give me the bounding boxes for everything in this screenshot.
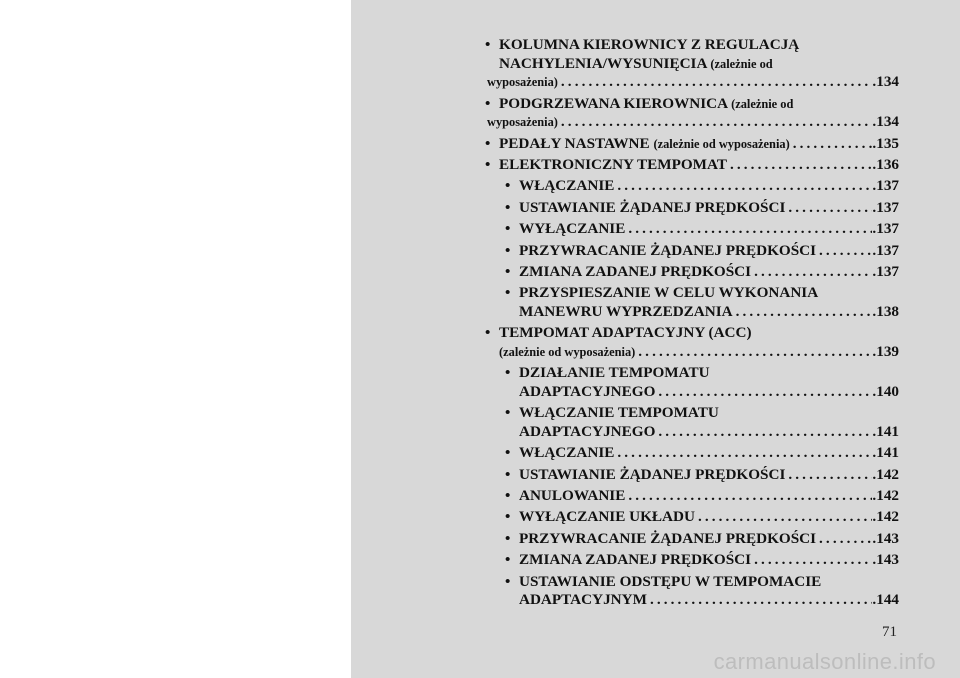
toc-entry-title: PRZYSPIESZANIE W CELU WYKONANIA: [519, 284, 819, 302]
toc-entry-line: [487, 73, 899, 92]
toc-entry[interactable]: [479, 508, 899, 527]
toc-entry-line: [519, 444, 899, 463]
toc-entry-title: [519, 177, 614, 196]
toc-entry-title: [519, 444, 614, 463]
toc-entry-title: PODGRZEWANA KIEROWNICA: [499, 94, 728, 112]
toc-page-number: .142: [872, 465, 899, 483]
toc-entry-title: KOLUMNA KIEROWNICY Z REGULACJĄ: [499, 36, 800, 53]
toc-entry[interactable]: [479, 36, 899, 92]
toc-entry-line: [519, 530, 899, 549]
toc-entry-title: [519, 263, 751, 282]
table-of-contents: [479, 36, 899, 613]
manual-page: [351, 0, 960, 678]
toc-entry-title-text: WŁĄCZANIE: [519, 444, 615, 462]
toc-entry-line: [519, 220, 899, 239]
blank-left-page: [0, 0, 351, 678]
toc-entry-note: (zależnie od: [710, 56, 773, 71]
toc-page-number: .143: [872, 551, 899, 569]
toc-entry-title-text: WYŁĄCZANIE UKŁADU: [519, 508, 695, 526]
toc-page-number: .137: [872, 241, 899, 259]
toc-entry[interactable]: [479, 324, 899, 361]
bullet-icon: •: [505, 404, 511, 422]
toc-entry-title-text: USTAWIANIE ŻĄDANEJ PRĘDKOŚCI: [519, 198, 786, 216]
toc-entry-line: [519, 487, 899, 506]
toc-page-number: .138: [872, 302, 899, 320]
toc-entry-line: [519, 508, 899, 527]
dot-leader: [751, 263, 872, 282]
toc-entry-title: [487, 73, 558, 92]
dot-leader: [785, 199, 872, 218]
toc-page-number: .137: [872, 220, 899, 238]
toc-entry-note: wyposażenia): [487, 115, 558, 130]
toc-entry[interactable]: [479, 466, 899, 485]
toc-entry-title-text: WYŁĄCZANIE: [519, 220, 626, 238]
toc-entry-title: [519, 199, 785, 218]
toc-entry-line: [499, 36, 899, 55]
toc-entry-note: wyposażenia): [487, 75, 558, 90]
toc-page-number: .144: [872, 591, 899, 609]
toc-entry[interactable]: [479, 573, 899, 610]
toc-entry[interactable]: [479, 95, 899, 132]
toc-page-number: .134: [872, 113, 899, 131]
toc-page-number: .139: [872, 342, 899, 360]
bullet-icon: •: [505, 177, 511, 195]
dot-leader: [816, 530, 872, 549]
toc-entry-note: (zależnie od wyposażenia): [653, 136, 790, 151]
toc-entry-line: [519, 423, 899, 442]
toc-entry-title-text: ELEKTRONICZNY TEMPOMAT: [499, 155, 727, 173]
toc-entry[interactable]: [479, 444, 899, 463]
toc-entry-line: [519, 551, 899, 570]
toc-entry-title-text: MANEWRU WYPRZEDZANIA: [519, 302, 733, 320]
toc-page-number: .137: [872, 262, 899, 280]
bullet-icon: •: [505, 241, 511, 259]
toc-entry-title-text: ADAPTACYJNEGO: [519, 382, 656, 400]
toc-entry-line: [519, 573, 899, 592]
dot-leader: [785, 466, 872, 485]
toc-entry-line: [519, 303, 899, 322]
toc-entry-title: [487, 113, 558, 132]
toc-entry-title: USTAWIANIE ODSTĘPU W TEMPOMACIE: [519, 572, 822, 590]
dot-leader: [625, 487, 872, 506]
toc-page-number: .135: [872, 134, 899, 152]
toc-entry-title-text: ZMIANA ZADANEJ PRĘDKOŚCI: [519, 262, 752, 280]
toc-entry-line: [499, 135, 899, 154]
toc-entry-line: [519, 383, 899, 402]
bullet-icon: •: [505, 572, 511, 590]
bullet-icon: •: [505, 529, 511, 547]
toc-entry-title: [519, 383, 655, 402]
toc-entry-title-text: ZMIANA ZADANEJ PRĘDKOŚCI: [519, 551, 752, 569]
toc-entry[interactable]: [479, 177, 899, 196]
bullet-icon: •: [485, 36, 491, 53]
toc-entry-line: [519, 242, 899, 261]
toc-entry[interactable]: [479, 220, 899, 239]
toc-entry-title: [519, 303, 733, 322]
toc-entry[interactable]: [479, 242, 899, 261]
toc-entry-title: [519, 466, 785, 485]
dot-leader: [733, 303, 873, 322]
toc-entry-title: NACHYLENIA/WYSUNIĘCIA: [499, 54, 707, 72]
toc-entry-title: [499, 135, 790, 154]
toc-entry-title: [519, 242, 816, 261]
toc-entry-note: (zależnie od wyposażenia): [499, 344, 636, 359]
toc-entry-line: [499, 55, 899, 74]
bullet-icon: •: [485, 134, 491, 152]
toc-page-number: .143: [872, 529, 899, 547]
toc-entry[interactable]: [479, 487, 899, 506]
toc-entry-title: [519, 220, 625, 239]
bullet-icon: •: [505, 364, 511, 382]
toc-entry[interactable]: [479, 404, 899, 441]
toc-entry-title-text: ADAPTACYJNEGO: [519, 422, 656, 440]
toc-entry[interactable]: [479, 199, 899, 218]
toc-page-number: .142: [872, 508, 899, 526]
dot-leader: [751, 551, 872, 570]
bullet-icon: •: [505, 262, 511, 280]
dot-leader: [695, 508, 872, 527]
dot-leader: [790, 135, 873, 154]
dot-leader: [647, 591, 872, 610]
toc-entry[interactable]: [479, 263, 899, 282]
toc-entry-note: (zależnie od: [731, 96, 794, 111]
page-number: 71: [882, 624, 897, 640]
bullet-icon: •: [485, 324, 491, 342]
toc-entry-line: [499, 343, 899, 362]
bullet-icon: •: [505, 551, 511, 569]
toc-page-number: .141: [872, 444, 899, 462]
toc-page-number: .134: [872, 73, 899, 91]
dot-leader: [635, 343, 872, 362]
bullet-icon: •: [485, 155, 491, 173]
toc-entry-line: [519, 199, 899, 218]
toc-entry-line: [499, 324, 899, 343]
toc-entry-line: [519, 466, 899, 485]
dot-leader: [727, 156, 872, 175]
bullet-icon: •: [485, 94, 491, 112]
toc-entry-title: TEMPOMAT ADAPTACYJNY (ACC): [499, 324, 752, 342]
bullet-icon: •: [505, 444, 511, 462]
toc-entry-line: [487, 113, 899, 132]
toc-entry-title-text: ADAPTACYJNYM: [519, 591, 647, 609]
toc-page-number: .136: [872, 155, 899, 173]
dot-leader: [614, 177, 872, 196]
toc-entry-line: [499, 156, 899, 175]
toc-page-number: .142: [872, 487, 899, 505]
toc-entry-line: [519, 263, 899, 282]
dot-leader: [655, 423, 872, 442]
toc-entry-title: DZIAŁANIE TEMPOMATU: [519, 364, 710, 382]
toc-entry-line: [519, 591, 899, 610]
toc-entry-title: [519, 423, 655, 442]
bullet-icon: •: [505, 198, 511, 216]
toc-entry-line: [519, 364, 899, 383]
bullet-icon: •: [505, 220, 511, 238]
bullet-icon: •: [505, 284, 511, 302]
watermark-text: carmanualsonline.info: [713, 649, 936, 674]
toc-entry[interactable]: [479, 284, 899, 321]
toc-entry-line: [519, 404, 899, 423]
toc-entry-title: [499, 343, 635, 362]
toc-page-number: .137: [872, 198, 899, 216]
dot-leader: [558, 113, 873, 132]
dot-leader: [614, 444, 872, 463]
dot-leader: [625, 220, 872, 239]
toc-entry-title-text: PRZYWRACANIE ŻĄDANEJ PRĘDKOŚCI: [519, 529, 817, 547]
toc-entry-title: [519, 591, 647, 610]
toc-entry-title: [499, 156, 727, 175]
toc-entry[interactable]: [479, 530, 899, 549]
toc-page-number: .137: [872, 177, 899, 195]
bullet-icon: •: [505, 465, 511, 483]
toc-entry-line: [519, 177, 899, 196]
toc-entry-title-text: USTAWIANIE ŻĄDANEJ PRĘDKOŚCI: [519, 465, 786, 483]
toc-page-number: .140: [872, 382, 899, 400]
toc-entry-title-text: PRZYWRACANIE ŻĄDANEJ PRĘDKOŚCI: [519, 241, 817, 259]
toc-entry-title: [519, 551, 751, 570]
toc-entry-title-text: PEDAŁY NASTAWNE: [499, 134, 650, 152]
toc-entry-line: [519, 284, 899, 303]
toc-entry[interactable]: [479, 364, 899, 401]
toc-entry[interactable]: [479, 156, 899, 175]
toc-entry[interactable]: [479, 135, 899, 154]
dot-leader: [816, 242, 872, 261]
toc-entry-title: WŁĄCZANIE TEMPOMATU: [519, 404, 719, 422]
toc-entry-line: [499, 95, 899, 114]
toc-entry-title: [519, 530, 816, 549]
toc-entry[interactable]: [479, 551, 899, 570]
toc-entry-title: [519, 487, 625, 506]
toc-entry-title: [519, 508, 695, 527]
toc-page-number: .141: [872, 422, 899, 440]
bullet-icon: •: [505, 508, 511, 526]
dot-leader: [655, 383, 872, 402]
toc-entry-title-text: ANULOWANIE: [519, 487, 626, 505]
bullet-icon: •: [505, 487, 511, 505]
dot-leader: [558, 73, 873, 92]
toc-entry-title-text: WŁĄCZANIE: [519, 177, 615, 195]
